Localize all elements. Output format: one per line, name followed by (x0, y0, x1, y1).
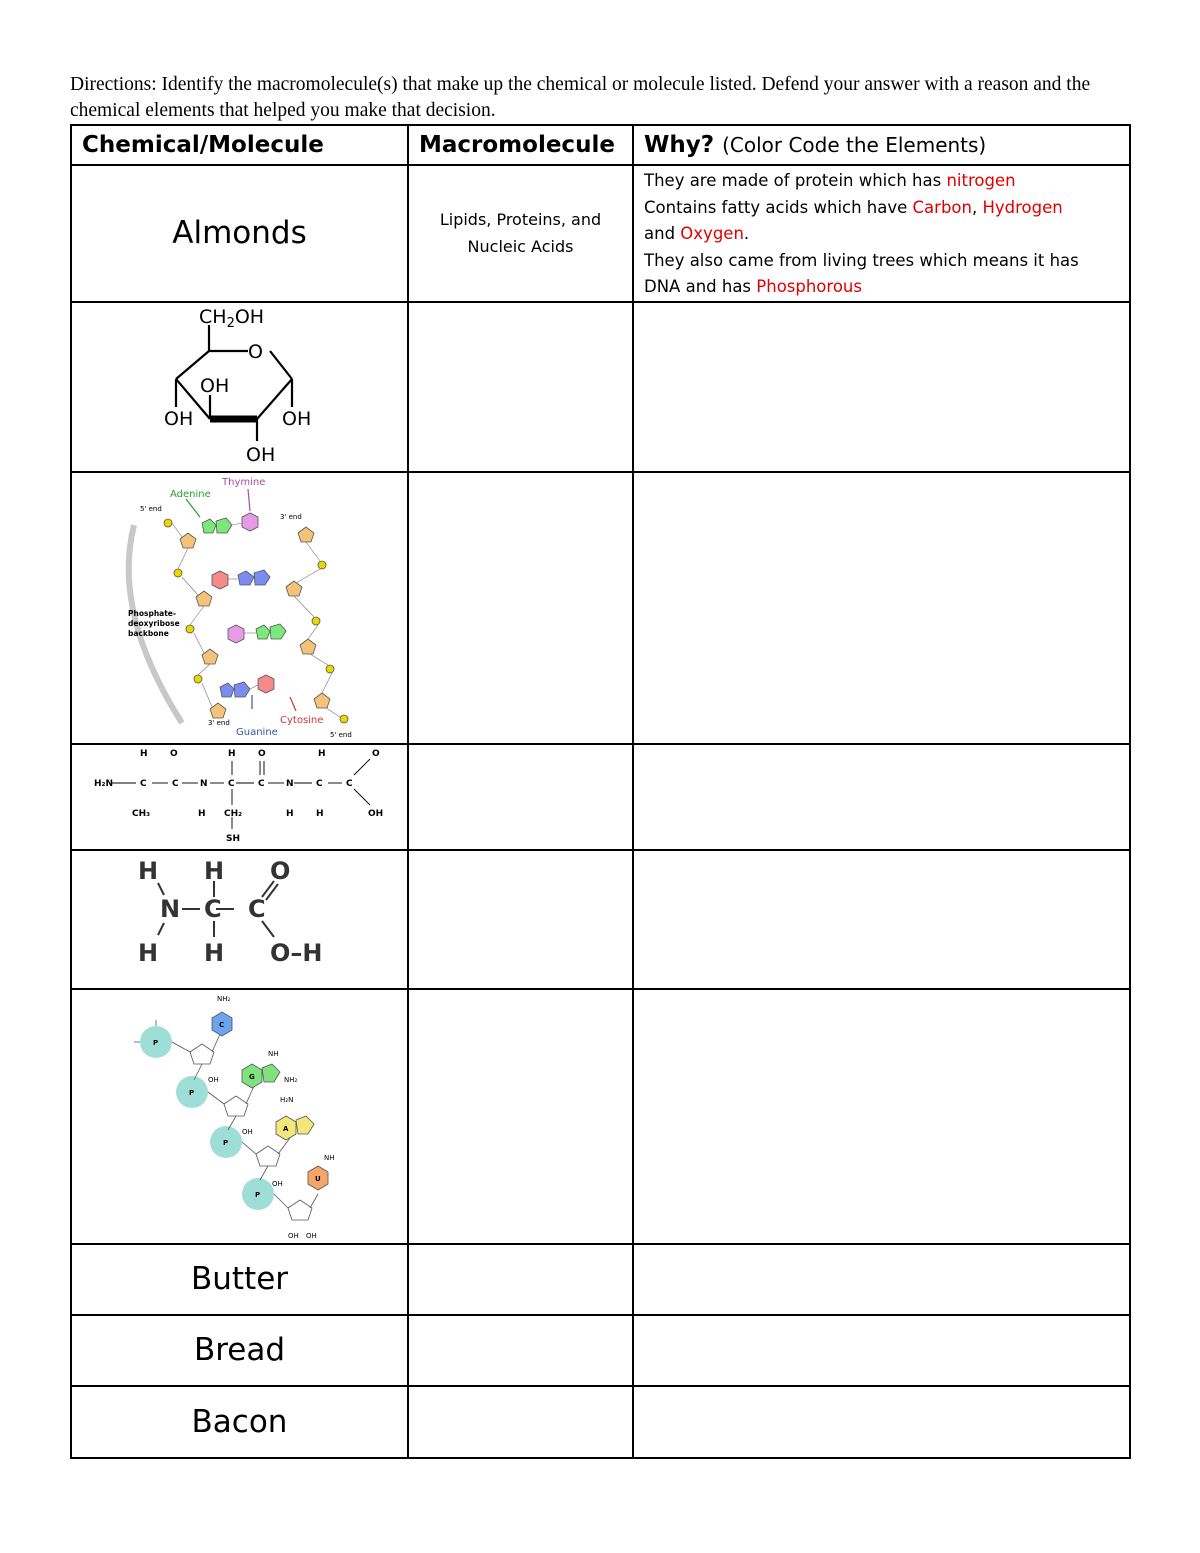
peptide-atom: CH₂ (224, 808, 243, 819)
row-label-bacon: Bacon (71, 1386, 408, 1458)
why-text: , (971, 197, 983, 217)
peptide-atom: H (228, 748, 236, 759)
rna-label: NH₂ (217, 994, 231, 1003)
table-row (71, 989, 1130, 1244)
peptide-atom: H (140, 748, 148, 759)
rna-base-label: G (249, 1072, 255, 1081)
peptide-atom: CH₃ (132, 808, 151, 819)
peptide-structure-cell (71, 744, 408, 850)
peptide-atom: O (170, 748, 178, 759)
amino-atom: H (204, 856, 225, 885)
peptide-atom: C (346, 778, 353, 789)
header-macromolecule: Macromolecule (408, 125, 633, 165)
amino-atom: O–H (270, 938, 323, 967)
table-row (71, 302, 1130, 472)
dna-thymine-label: Thymine (222, 476, 266, 488)
why-line (644, 274, 1129, 301)
peptide-atom: C (172, 778, 179, 789)
answer-cell-why[interactable] (633, 850, 1130, 989)
peptide-atom: C (140, 778, 147, 789)
peptide-atom: O (372, 748, 380, 759)
peptide-atom: H (286, 808, 294, 819)
glucose-structure-cell (71, 302, 408, 472)
answer-cell-why[interactable] (633, 1244, 1130, 1315)
rna-phosphate-label: P (255, 1190, 261, 1199)
table-row (71, 850, 1130, 989)
worksheet-table (70, 124, 1131, 1459)
why-text: and (644, 224, 681, 243)
peptide-atom: H₂N (94, 778, 114, 789)
answer-cell-why[interactable] (633, 1315, 1130, 1386)
peptide-atom: C (258, 778, 265, 789)
peptide-atom: SH (226, 833, 241, 844)
why-text: DNA and has (644, 277, 757, 296)
amino-atom: O (270, 856, 291, 885)
why-line (644, 168, 1129, 195)
header-why-label: Why? (644, 132, 715, 158)
amino-atom: N (160, 894, 181, 923)
dna-structure-cell (71, 472, 408, 744)
answer-cell-why[interactable] (633, 989, 1130, 1244)
why-text: Contains fatty acids which have (644, 197, 913, 217)
table-row (71, 1315, 1130, 1386)
rna-phosphate-label: P (223, 1138, 229, 1147)
dna-5-end-label: 5' end (140, 504, 162, 513)
answer-cell-why[interactable] (633, 302, 1130, 472)
answer-cell-macromolecule[interactable] (408, 302, 633, 472)
glucose-ring-oxygen: O (248, 340, 263, 363)
rna-label: NH (324, 1153, 335, 1162)
why-line: They also came from living trees which means it has (644, 250, 1079, 270)
rna-structure-image (72, 990, 407, 1243)
peptide-atom: C (316, 778, 323, 789)
header-row (71, 125, 1130, 165)
rna-phosphate-label: P (153, 1038, 159, 1047)
rna-phosphate-label: P (189, 1088, 195, 1097)
peptide-atom: H (318, 748, 326, 759)
element-hydrogen: Hydrogen (982, 197, 1063, 217)
peptide-structure-image (72, 745, 407, 849)
why-line (644, 195, 1129, 222)
almonds-macromolecule-answer (408, 165, 633, 302)
rna-base-label: C (219, 1020, 225, 1029)
almonds-macro-line: Lipids, Proteins, and (439, 210, 602, 230)
answer-cell-macromolecule[interactable] (408, 1386, 633, 1458)
element-phosphorous: Phosphorous (756, 277, 862, 296)
rna-label: NH₂ (284, 1075, 298, 1084)
answer-cell-why[interactable] (633, 472, 1130, 744)
amino-atom: H (204, 938, 225, 967)
almonds-macro-line: Nucleic Acids (467, 237, 574, 257)
header-why (633, 125, 1130, 165)
element-oxygen: Oxygen (680, 224, 744, 243)
glucose-ch2oh-label: $CH_2OH$ (199, 305, 265, 331)
why-line (644, 221, 1129, 248)
rna-label: H₂N (280, 1095, 294, 1104)
almonds-why-answer (633, 165, 1130, 302)
peptide-atom: N (286, 778, 294, 789)
dna-guanine-label: Guanine (236, 726, 278, 738)
rna-label: NH (268, 1049, 279, 1058)
why-text: . (743, 224, 750, 243)
dna-3-end-label: 3' end (280, 512, 302, 521)
rna-label: OH (242, 1127, 253, 1136)
answer-cell-macromolecule[interactable] (408, 472, 633, 744)
peptide-atom: C (228, 778, 235, 789)
dna-backbone-label: backbone (128, 628, 169, 638)
dna-adenine-label: Adenine (170, 488, 211, 500)
rna-base-label: A (283, 1124, 289, 1133)
table-row (71, 744, 1130, 850)
row-label-butter: Butter (71, 1244, 408, 1315)
dna-3-end-label: 3' end (208, 718, 230, 727)
amino-acid-structure-cell (71, 850, 408, 989)
answer-cell-macromolecule[interactable] (408, 1315, 633, 1386)
dna-backbone-label: Phosphate- (128, 608, 177, 618)
header-why-note: (Color Code the Elements) (722, 133, 987, 157)
rna-label: OH (272, 1179, 283, 1188)
dna-cytosine-label: Cytosine (280, 714, 324, 726)
answer-cell-macromolecule[interactable] (408, 850, 633, 989)
peptide-atom: H (198, 808, 206, 819)
header-chemical: Chemical/Molecule (71, 125, 408, 165)
element-carbon: Carbon (912, 197, 972, 217)
peptide-atom: OH (368, 808, 384, 819)
element-nitrogen: nitrogen (946, 171, 1016, 190)
row-label-almonds: Almonds (71, 165, 408, 302)
rna-label: OH (288, 1231, 299, 1240)
row-label-bread: Bread (71, 1315, 408, 1386)
glucose-oh-label: OH (246, 443, 276, 466)
directions-text: Directions: Identify the macromolecule(s) that make up the chemical or molecule listed. Defend your answer with a reason and the chemical elements that helped you make that decision. (70, 74, 1091, 121)
answer-cell-macromolecule[interactable] (408, 1244, 633, 1315)
amino-atom: H (138, 938, 159, 967)
rna-structure-cell (71, 989, 408, 1244)
amino-atom: C (204, 894, 222, 923)
peptide-atom: O (258, 748, 266, 759)
answer-cell-why[interactable] (633, 744, 1130, 850)
rna-base-label: U (315, 1174, 321, 1183)
answer-cell-macromolecule[interactable] (408, 989, 633, 1244)
amino-atom: C (248, 894, 266, 923)
amino-acid-structure-image (72, 851, 407, 988)
amino-atom: H (138, 856, 159, 885)
glucose-oh-label: OH (282, 407, 312, 430)
answer-cell-why[interactable] (633, 1386, 1130, 1458)
glucose-oh-label: OH (200, 374, 230, 397)
why-text: They are made of protein which has (644, 171, 947, 190)
dna-structure-image (72, 473, 407, 743)
table-row (71, 165, 1130, 302)
dna-backbone-label: deoxyribose (128, 618, 180, 628)
rna-label: OH (306, 1231, 317, 1240)
dna-5-end-label: 5' end (330, 730, 352, 739)
table-row (71, 472, 1130, 744)
table-row (71, 1386, 1130, 1458)
table-row (71, 1244, 1130, 1315)
glucose-structure-image (72, 303, 407, 471)
peptide-atom: H (316, 808, 324, 819)
peptide-atom: N (200, 778, 208, 789)
rna-label: OH (208, 1075, 219, 1084)
answer-cell-macromolecule[interactable] (408, 744, 633, 850)
glucose-oh-label: OH (164, 407, 194, 430)
